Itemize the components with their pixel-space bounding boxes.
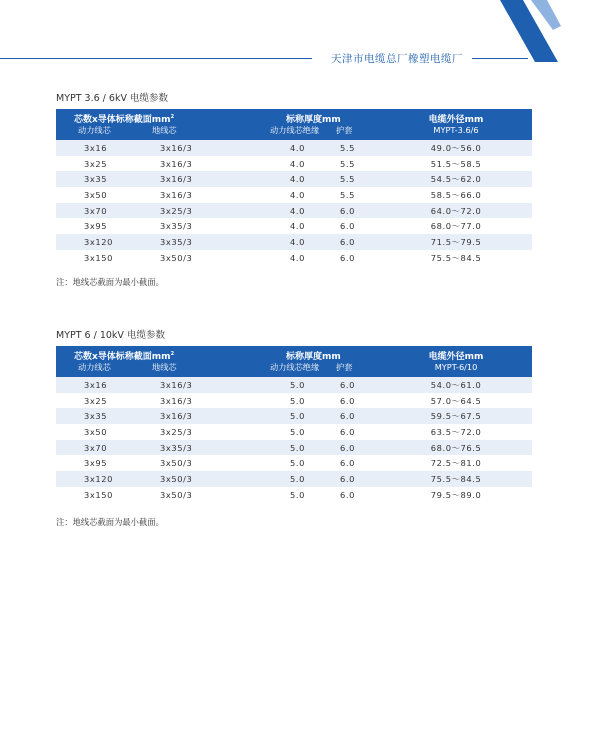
cell-ground-core: 3x50/3	[160, 458, 193, 469]
cell-power-core: 3x50	[84, 426, 108, 437]
subheader-model: MYPT-3.6/6	[380, 125, 532, 140]
note-2: 注：地线芯截面为最小截面。	[56, 517, 164, 527]
table-row	[56, 408, 532, 424]
cell-sheath: 6.0	[340, 395, 356, 406]
cell-outer-diameter: 68.0～77.0	[430, 221, 482, 232]
table-header-row	[56, 109, 532, 125]
spec-table-2	[56, 346, 532, 503]
header-company-name: 天津市电缆总厂橡塑电缆厂	[331, 53, 463, 65]
header-diameter: 电缆外径mm	[380, 346, 532, 362]
header-rule-left	[0, 58, 312, 59]
corner-decoration	[495, 0, 595, 70]
table-row	[56, 218, 532, 234]
spec-table-1	[56, 109, 532, 266]
cell-ground-core: 3x16/3	[140, 140, 230, 156]
cell-insulation: 4.0	[230, 234, 326, 250]
table-row	[56, 424, 532, 440]
cell-insulation: 5.0	[290, 426, 306, 437]
table-row	[56, 455, 532, 471]
table-header-row	[56, 346, 532, 362]
cell-ground-core: 3x25/3	[140, 203, 230, 219]
cell-outer-diameter: 72.5～81.0	[430, 458, 482, 469]
cell-power-core: 3x70	[56, 203, 140, 219]
cell-sheath: 6.0	[326, 234, 380, 250]
table-subheader-row	[56, 125, 532, 140]
cell-outer-diameter: 75.5～84.5	[430, 252, 482, 263]
cell-sheath: 5.5	[326, 140, 380, 156]
cell-insulation: 4.0	[290, 252, 306, 263]
note-1: 注：地线芯截面为最小截面。	[56, 277, 164, 287]
cell-outer-diameter: 68.0～76.5	[380, 440, 532, 456]
cell-insulation: 4.0	[290, 158, 306, 169]
cell-sheath: 6.0	[326, 377, 380, 393]
subheader-model: MYPT-6/10	[380, 362, 532, 377]
section-title-2: MYPT 6 / 10kV 电缆参数	[56, 330, 165, 341]
cell-power-core: 3x150	[84, 252, 114, 263]
cell-sheath: 6.0	[326, 408, 380, 424]
cell-insulation: 4.0	[230, 140, 326, 156]
cell-ground-core: 3x16/3	[160, 158, 193, 169]
cell-ground-core: 3x25/3	[160, 426, 193, 437]
cell-ground-core: 3x35/3	[160, 221, 193, 232]
cell-ground-core: 3x35/3	[140, 440, 230, 456]
table-row	[56, 393, 532, 409]
cell-power-core: 3x50	[84, 189, 108, 200]
cell-power-core: 3x16	[56, 377, 140, 393]
cell-sheath: 6.0	[326, 440, 380, 456]
cell-insulation: 5.0	[290, 489, 306, 500]
cell-sheath: 6.0	[326, 471, 380, 487]
header-thickness: 标称厚度mm	[230, 346, 380, 362]
cell-outer-diameter: 51.5～58.5	[430, 158, 482, 169]
cell-sheath: 6.0	[326, 203, 380, 219]
subheader-sheath: 护套	[326, 362, 380, 377]
cell-insulation: 5.0	[290, 458, 306, 469]
table-row	[56, 377, 532, 393]
cell-sheath: 5.5	[340, 158, 356, 169]
cell-outer-diameter: 63.5～72.0	[430, 426, 482, 437]
cell-sheath: 6.0	[340, 489, 356, 500]
cell-outer-diameter: 54.5～62.0	[380, 171, 532, 187]
subheader-insulation: 动力线芯绝缘	[230, 125, 326, 140]
cell-sheath: 6.0	[340, 221, 356, 232]
subheader-power: 动力线芯	[56, 362, 140, 377]
table-row	[56, 156, 532, 172]
table-row	[56, 171, 532, 187]
cell-power-core: 3x25	[84, 158, 108, 169]
cell-power-core: 3x25	[84, 395, 108, 406]
table-subheader-row	[56, 362, 532, 377]
cell-outer-diameter: 59.5～67.5	[380, 408, 532, 424]
table-row	[56, 187, 532, 203]
cell-insulation: 5.0	[290, 395, 306, 406]
cell-power-core: 3x120	[56, 234, 140, 250]
cell-insulation: 4.0	[290, 221, 306, 232]
cell-power-core: 3x150	[84, 489, 114, 500]
cell-sheath: 6.0	[340, 426, 356, 437]
subheader-insulation: 动力线芯绝缘	[230, 362, 326, 377]
cell-power-core: 3x16	[56, 140, 140, 156]
cell-ground-core: 3x16/3	[140, 171, 230, 187]
table-row	[56, 471, 532, 487]
cell-ground-core: 3x16/3	[160, 189, 193, 200]
section-title-1: MYPT 3.6 / 6kV 电缆参数	[56, 93, 168, 104]
header-rule-right	[472, 58, 528, 59]
subheader-sheath: 护套	[326, 125, 380, 140]
cell-outer-diameter: 54.0～61.0	[380, 377, 532, 393]
cell-outer-diameter: 57.0～64.5	[430, 395, 482, 406]
cell-insulation: 5.0	[230, 377, 326, 393]
cell-outer-diameter: 75.5～84.5	[380, 471, 532, 487]
header-cores: 芯数x导体标称截面$mm^2$	[56, 109, 230, 125]
cell-outer-diameter: 71.5～79.5	[380, 234, 532, 250]
cell-insulation: 5.0	[230, 440, 326, 456]
cell-ground-core: 3x16/3	[160, 395, 193, 406]
cell-power-core: 3x120	[56, 471, 140, 487]
cell-sheath: 6.0	[340, 458, 356, 469]
subheader-power: 动力线芯	[56, 125, 140, 140]
cell-sheath: 5.5	[326, 171, 380, 187]
cell-ground-core: 3x50/3	[140, 471, 230, 487]
header-thickness: 标称厚度mm	[230, 109, 380, 125]
cell-ground-core: 3x50/3	[160, 489, 193, 500]
cell-outer-diameter: 64.0～72.0	[380, 203, 532, 219]
cell-insulation: 5.0	[230, 471, 326, 487]
cell-outer-diameter: 79.5～89.0	[430, 489, 482, 500]
cell-power-core: 3x35	[56, 408, 140, 424]
cell-power-core: 3x70	[56, 440, 140, 456]
cell-power-core: 3x95	[84, 221, 108, 232]
cell-outer-diameter: 58.5～66.0	[430, 189, 482, 200]
table-row	[56, 203, 532, 219]
table-row	[56, 250, 532, 266]
cell-sheath: 5.5	[340, 189, 356, 200]
cell-power-core: 3x95	[84, 458, 108, 469]
table-row	[56, 234, 532, 250]
cell-insulation: 5.0	[230, 408, 326, 424]
cell-ground-core: 3x16/3	[140, 408, 230, 424]
cell-ground-core: 3x50/3	[160, 252, 193, 263]
table-row	[56, 440, 532, 456]
cell-insulation: 4.0	[230, 203, 326, 219]
cell-ground-core: 3x16/3	[140, 377, 230, 393]
cell-ground-core: 3x35/3	[140, 234, 230, 250]
header-diameter: 电缆外径mm	[380, 109, 532, 125]
cell-outer-diameter: 49.0～56.0	[380, 140, 532, 156]
cell-sheath: 6.0	[340, 252, 356, 263]
subheader-ground: 地线芯	[140, 362, 230, 377]
subheader-ground: 地线芯	[140, 125, 230, 140]
header-cores: 芯数x导体标称截面$mm^2$	[56, 346, 230, 362]
cell-insulation: 4.0	[230, 171, 326, 187]
table-row	[56, 487, 532, 503]
cell-power-core: 3x35	[56, 171, 140, 187]
table-row	[56, 140, 532, 156]
cell-insulation: 4.0	[290, 189, 306, 200]
